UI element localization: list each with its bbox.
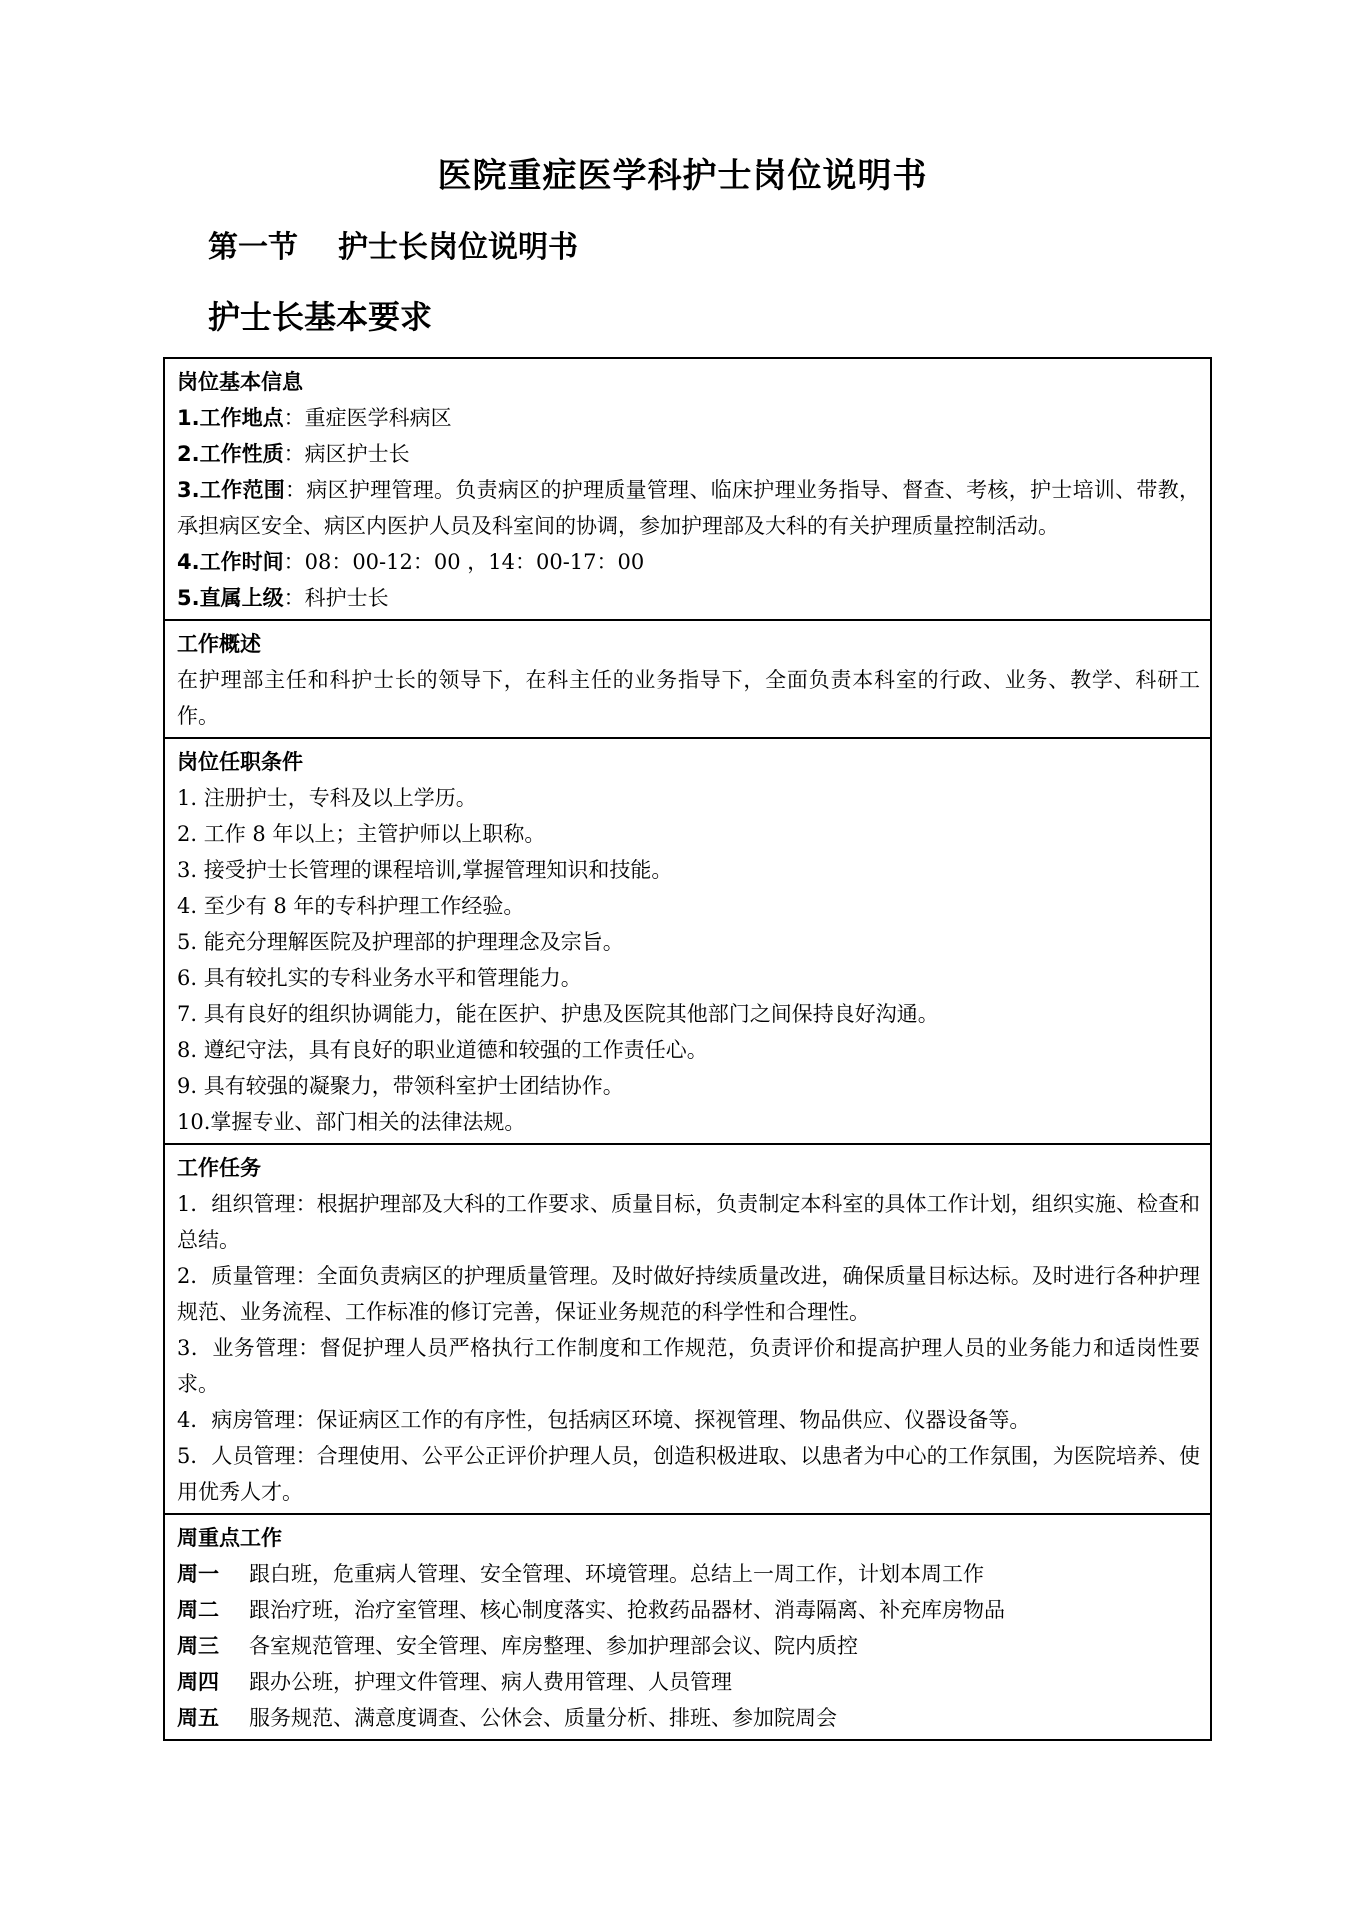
basic-info-sep: ： [283,442,305,466]
qualification-item: 7. 具有良好的组织协调能力，能在医护、护患及医院其他部门之间保持良好沟通。 [177,1002,939,1026]
basic-info-label: 3.工作范围 [177,478,286,502]
basic-info-label: 4.工作时间 [177,550,284,574]
section-heading [208,222,578,266]
weekly-text: 跟白班，危重病人管理、安全管理、环境管理。总结上一周工作，计划本周工作 [249,1562,984,1586]
weekly-item [177,1700,1200,1736]
document-title: 医院重症医学科护士岗位说明书 [437,156,928,196]
weekday-label: 周二 [177,1598,219,1622]
weekly-text: 服务规范、满意度调查、公休会、质量分析、排班、参加院周会 [249,1706,837,1730]
section-name: 护士长岗位说明书 [338,230,578,265]
basic-info-item [177,436,1200,472]
basic-info-value: 重症医学科病区 [304,406,452,430]
weekly-item [177,1556,1200,1592]
weekday-label: 周三 [177,1634,219,1658]
qualification-item: 5. 能充分理解医院及护理部的护理理念及宗旨。 [177,930,624,954]
basic-info-label: 1.工作地点 [177,406,284,430]
basic-info-item [177,400,1200,436]
qualifications-heading: 岗位任职条件 [177,750,303,774]
weekly-cell [165,1515,1210,1739]
basic-info-label: 2.工作性质 [177,442,284,466]
basic-info-value: 08：00-12：00 ，14：00-17：00 [304,550,645,574]
basic-info-sep: ： [283,406,305,430]
basic-info-sep: ： [283,586,305,610]
tasks-heading: 工作任务 [177,1156,261,1180]
basic-info-item [177,580,1200,616]
basic-info-heading: 岗位基本信息 [177,370,303,394]
basic-info-item [177,472,1200,544]
weekly-item [177,1592,1200,1628]
section-number: 第一节 [208,230,298,265]
overview-heading: 工作概述 [177,632,261,656]
task-item: 2．质量管理：全面负责病区的护理质量管理。及时做好持续质量改进，确保质量目标达标。及时进行各种护理规范、业务流程、工作标准的修订完善，保证业务规范的科学性和合理性。 [177,1264,1200,1324]
task-item: 5．人员管理：合理使用、公平公正评价护理人员，创造积极进取、以患者为中心的工作氛围，为医院培养、使用优秀人才。 [177,1444,1200,1504]
tasks-cell [165,1145,1210,1515]
qualification-item: 2. 工作 8 年以上；主管护师以上职称。 [177,822,546,846]
qualification-item: 8. 遵纪守法，具有良好的职业道德和较强的工作责任心。 [177,1038,708,1062]
qualification-item: 6. 具有较扎实的专科业务水平和管理能力。 [177,966,582,990]
qualification-item: 4. 至少有 8 年的专科护理工作经验。 [177,894,525,918]
basic-info-value: 病区护理管理。负责病区的护理质量管理、临床护理业务指导、督查、考核，护士培训、带教，承担病区安全、病区内医护人员及科室间的协调，参加护理部及大科的有关护理质量控制活动。 [177,478,1201,538]
basic-info-cell [165,359,1210,621]
requirements-table [163,357,1212,1741]
qualification-item: 3. 接受护士长管理的课程培训,掌握管理知识和技能。 [177,858,673,882]
task-item: 3．业务管理：督促护理人员严格执行工作制度和工作规范，负责评价和提高护理人员的业务能力和适岗性要求。 [177,1336,1200,1396]
qualification-item: 1. 注册护士，专科及以上学历。 [177,786,477,810]
subsection-heading: 护士长基本要求 [208,298,433,336]
task-item: 4．病房管理：保证病区工作的有序性，包括病区环境、探视管理、物品供应、仪器设备等。 [177,1408,1031,1432]
qualification-item: 9. 具有较强的凝聚力，带领科室护士团结协作。 [177,1074,624,1098]
weekly-item [177,1664,1200,1700]
overview-text: 在护理部主任和科护士长的领导下，在科主任的业务指导下，全面负责本科室的行政、业务、教学、科研工作。 [177,668,1200,728]
weekly-text: 跟治疗班，治疗室管理、核心制度落实、抢救药品器材、消毒隔离、补充库房物品 [249,1598,1005,1622]
weekly-heading: 周重点工作 [177,1526,282,1550]
basic-info-item [177,544,1200,580]
weekly-item [177,1628,1200,1664]
weekday-label: 周一 [177,1562,219,1586]
basic-info-sep: ： [283,550,305,574]
basic-info-sep: ： [285,478,307,502]
weekly-text: 跟办公班，护理文件管理、病人费用管理、人员管理 [249,1670,732,1694]
weekday-label: 周五 [177,1706,219,1730]
basic-info-value: 科护士长 [304,586,389,610]
qualifications-cell [165,739,1210,1145]
basic-info-label: 5.直属上级 [177,586,284,610]
basic-info-value: 病区护士长 [304,442,410,466]
overview-cell [165,621,1210,739]
weekday-label: 周四 [177,1670,219,1694]
qualification-item: 10.掌握专业、部门相关的法律法规。 [177,1110,526,1134]
weekly-text: 各室规范管理、安全管理、库房整理、参加护理部会议、院内质控 [249,1634,858,1658]
task-item: 1．组织管理：根据护理部及大科的工作要求、质量目标，负责制定本科室的具体工作计划，组织实施、检查和总结。 [177,1192,1200,1252]
